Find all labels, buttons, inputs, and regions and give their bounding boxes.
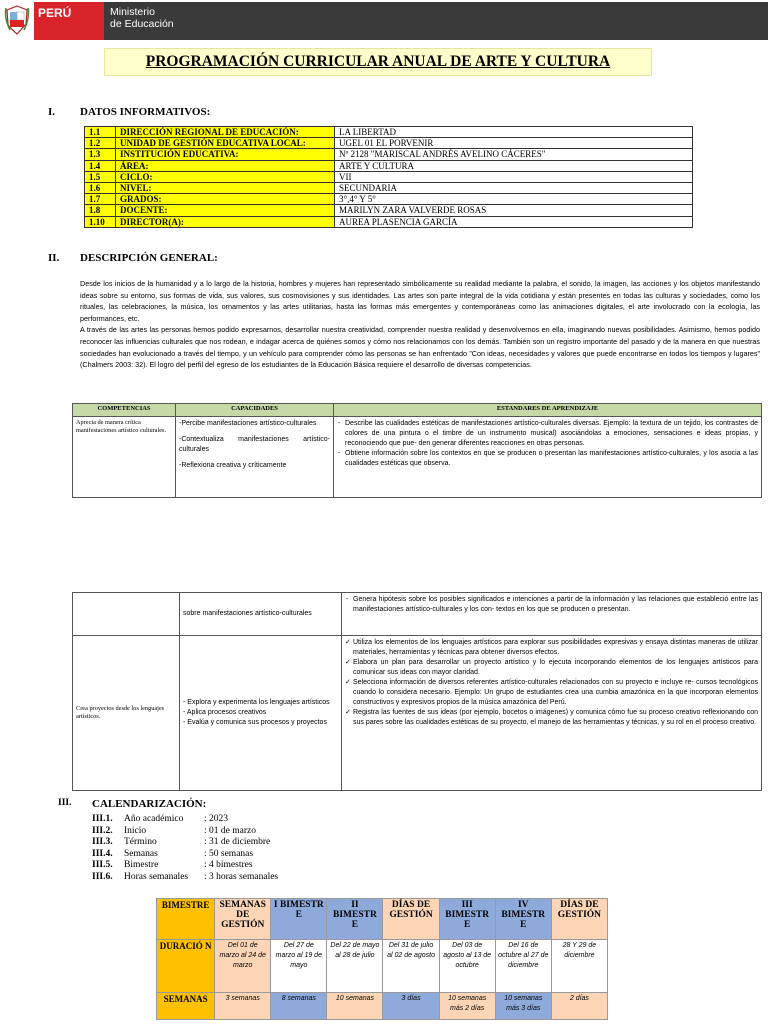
description-paragraph-1: Desde los inicios de la humanidad y a lo largo de la historia, hombres y mujeres han representado simbólicamente su realidad mediante la palabra, el sonido, la imagen, las acciones y los objetos manifestando ideas sobre su entorno, sus formas de vida, sus valores, sus cosmovisiones y sus identidades. Las artes son parte integral de la vida cotidiana y están presentes en todas las culturas y sociedades, como los rituales, las celebraciones, la música, los ornamentos y las artes utilitarias, hasta las formas más emergentes y contemporáneas como las animaciones digitales, el arte involucrado con la ecología, las performances, etc. <box>80 279 760 323</box>
calendar-item-label: Término <box>124 837 157 848</box>
header-bimestre-3: III BIMESTR E <box>439 899 495 940</box>
ministry-line2: de Educación <box>110 18 174 30</box>
calendar-item-number: III.4. <box>92 848 113 859</box>
list-item: ✓ Utiliza los elementos de los lenguajes artísticos para explorar sus posibilidades expresivas y ensaya distintas maneras de utilizar materiales, herramientas y técnicas para obtener diversos efectos. <box>353 638 758 658</box>
table-row <box>73 593 762 636</box>
competencia-cell-empty <box>73 593 180 636</box>
list-item: - Obtiene información sobre los contextos en que se producen o presentan las manifestaciones artístico-culturales, y los asocia a las cualidades estéticas que observa. <box>345 449 758 469</box>
capacidades-cell <box>180 636 342 791</box>
competencia-cell: Aprecia de manera crítica manifestaciones artístico culturales. <box>73 417 176 498</box>
info-value: Nº 2128 "MARISCAL ANDRÉS AVELINO CÁCERES" <box>335 149 693 160</box>
table-row <box>85 194 693 205</box>
schedule-header-row <box>157 899 608 940</box>
table-row <box>85 205 693 216</box>
duracion-cell: Del 03 de agosto al 13 de octubre <box>439 940 495 993</box>
info-value: ARTE Y CULTURA <box>335 160 693 171</box>
calendar-item-number: III.1. <box>92 814 113 824</box>
calendar-item-label: Semanas <box>124 848 158 859</box>
calendar-item-number: III.3. <box>92 837 113 848</box>
capacidad-item: -Contextualiza manifestaciones artístico-culturales <box>179 436 330 453</box>
calendar-item-label: Inicio <box>124 825 147 836</box>
info-label: GRADOS: <box>116 194 335 205</box>
list-item <box>92 860 278 872</box>
info-table <box>84 126 693 228</box>
duracion-cell: Del 01 de marzo al 24 de marzo <box>215 940 271 993</box>
calendar-item-value: : 4 bimestres <box>204 860 253 871</box>
capacidad-item: - Evalúa y comunica sus procesos y proyectos <box>183 719 327 726</box>
info-value: UGEL 01 EL PORVENIR <box>335 138 693 149</box>
table-row <box>73 417 762 498</box>
table-row <box>85 127 693 138</box>
duracion-cell: Del 27 de marzo al 19 de mayo <box>271 940 327 993</box>
competencies-table-continued <box>72 592 762 791</box>
calendar-item-number: III.2. <box>92 825 113 836</box>
calendar-item-label: Año académico <box>124 814 184 824</box>
info-label: INSTITUCIÓN EDUCATIVA: <box>116 149 335 160</box>
info-value: LA LIBERTAD <box>335 127 693 138</box>
estandares-list <box>345 595 758 615</box>
estandares-cell <box>342 636 762 791</box>
section3-number: III. <box>58 798 72 808</box>
calendar-item-value: : 31 de diciembre <box>204 837 271 848</box>
duracion-cell: Del 22 de mayo al 28 de julio <box>327 940 383 993</box>
header-capacidades: CAPACIDADES <box>176 404 334 417</box>
ministry-line1: Ministerio <box>110 6 155 18</box>
list-item: ✓ Registra las fuentes de sus ideas (por ejemplo, bocetos o imágenes) y comunica cómo fue su proceso creativo reflexionando con sus pares sobre las cualidades estéticas de su proyecto, el manejo de las herramientas y técnicas, y su rol en el proceso creativo. <box>353 708 758 728</box>
ministry-banner <box>104 2 768 40</box>
header-dias-gestion-2: DÍAS DE GESTIÓN <box>551 899 607 940</box>
coat-of-arms-icon <box>4 4 30 36</box>
info-number: 1.4 <box>85 160 116 171</box>
duracion-cell: 28 Y 29 de diciembre <box>551 940 607 993</box>
estandar-cont-cell <box>342 593 762 636</box>
header-bimestre: BIMESTRE <box>157 899 215 940</box>
list-item <box>92 826 278 838</box>
calendar-item-number: III.6. <box>92 871 113 882</box>
schedule-duracion-row <box>157 940 608 993</box>
info-number: 1.10 <box>85 216 116 227</box>
list-item: - Describe las cualidades estéticas de manifestaciones artístico-culturales diversas. Ejemplo: la textura de un tejido, los contrastes de colores de una pintura o el timbre de un instrumento musical) asociándolas a emociones, sensaciones e ideas propias, y reconociendo que pue- den generar diferentes reacciones en otras personas. <box>345 419 758 449</box>
info-label: CICLO: <box>116 171 335 182</box>
info-number: 1.3 <box>85 149 116 160</box>
info-label: DOCENTE: <box>116 205 335 216</box>
table-row <box>73 636 762 791</box>
list-item <box>92 849 278 861</box>
semanas-label: SEMANAS <box>157 993 215 1020</box>
info-number: 1.6 <box>85 182 116 193</box>
ministry-name <box>110 6 174 30</box>
info-value: AUREA PLASENCIA GARCÍA <box>335 216 693 227</box>
list-item: ✓ Selecciona información de diversos referentes artístico-culturales relacionados con su proyecto e incluye re- cursos tecnológicos cuando lo considera necesario. Ejemplo: Un grupo de estudiantes crea una cumbia amazónica en la que incorporan elementos constructivos y expresivos propios de la música amazónica del Perú. <box>353 678 758 708</box>
capacidad-item: - Aplica procesos creativos <box>183 709 267 716</box>
capacidad-item: -Percibe manifestaciones artístico-culturales <box>179 420 317 427</box>
header-bimestre-4: IV BIMESTR E <box>495 899 551 940</box>
calendar-item-label: Bimestre <box>124 860 159 871</box>
duracion-label: DURACIÓ N <box>157 940 215 993</box>
list-item: - Genera hipótesis sobre los posibles significados e intenciones a partir de la información y las relaciones que estableció entre las manifestaciones artístico-culturales y los con- textos en los que se producen o presentan. <box>353 595 758 615</box>
table-row <box>85 138 693 149</box>
list-item <box>92 837 278 849</box>
table-row <box>85 160 693 171</box>
capacidades-cell <box>176 417 334 498</box>
document-title: PROGRAMACIÓN CURRICULAR ANUAL DE ARTE Y CULTURA <box>145 53 611 70</box>
semanas-cell: 3 días <box>383 993 439 1020</box>
info-label: DIRECTOR(A): <box>116 216 335 227</box>
calendar-list <box>92 814 278 884</box>
info-label: ÁREA: <box>116 160 335 171</box>
header-bimestre-2: II BIMESTR E <box>327 899 383 940</box>
table-row <box>85 216 693 227</box>
duracion-cell: Del 16 de octubre al 27 de diciembre <box>495 940 551 993</box>
section2-number: II. <box>48 252 60 264</box>
description-text <box>80 278 760 371</box>
header-dias-gestion-1: DÍAS DE GESTIÓN <box>383 899 439 940</box>
calendar-item-label: Horas semanales <box>124 871 189 882</box>
calendar-item-value: : 50 semanas <box>204 848 254 859</box>
competencia-cell: Crea proyectos desde los lenguajes artísticos. <box>73 636 180 791</box>
table-row <box>85 182 693 193</box>
section3-title: CALENDARIZACIÓN: <box>92 798 207 810</box>
info-number: 1.2 <box>85 138 116 149</box>
calendar-item-number: III.5. <box>92 860 113 871</box>
peru-logo-text: PERÚ <box>38 6 72 20</box>
calendar-item-value: : 01 de marzo <box>204 825 256 836</box>
competencies-table <box>72 403 762 498</box>
capacidad-item: - Explora y experimenta los lenguajes artísticos <box>183 699 330 706</box>
semanas-cell: 10 semanas <box>327 993 383 1020</box>
schedule-semanas-row <box>157 993 608 1020</box>
calendar-item-value: : 3 horas semanales <box>204 871 279 882</box>
header-bimestre-1: I BIMESTR E <box>271 899 327 940</box>
info-value: VII <box>335 171 693 182</box>
section1-title: DATOS INFORMATIVOS: <box>80 106 211 118</box>
description-paragraph-2: A través de las artes las personas hemos podido expresarnos, desarrollar nuestra creatividad, comprender nuestra realidad y desenvolvernos en ella, imaginando nuevas posibilidades. Asimismo, hemos podido reconocer las influencias culturales que nos rodean, e indagar acerca de quiénes somos y cómo nos relacionamos con los demás. También son un registro importante del pasado y de la manera en que nuestras sociedades han evolucionado a través del tiempo, y un vehículo para comprender cómo las personas se han enfrentado "Con ideas, necesidades y valores que puede encontrarse en todos los tiempos y lugares" (Chalmers 2003: 32). El logro del perfil del egreso de los estudiantes de la Educación Básica requiere el desarrollo de diversas competencias. <box>80 325 760 370</box>
semanas-cell: 8 semanas <box>271 993 327 1020</box>
list-item <box>92 814 278 826</box>
header-competencias: COMPETENCIAS <box>73 404 176 417</box>
info-number: 1.1 <box>85 127 116 138</box>
list-item <box>92 872 278 884</box>
header-semanas-gestion: SEMANAS DE GESTIÓN <box>215 899 271 940</box>
list-item: ✓ Elabora un plan para desarrollar un proyecto artístico y lo ejecuta incorporando elementos de los lenguajes artísticos para comunicar sus ideas con mayor claridad. <box>353 658 758 678</box>
info-number: 1.8 <box>85 205 116 216</box>
info-value: MARILYN ZARA VALVERDE ROSAS <box>335 205 693 216</box>
calendar-item-value: : 2023 <box>204 814 229 824</box>
document-title-box <box>104 48 652 76</box>
info-value: SECUNDARIA <box>335 182 693 193</box>
estandares-list <box>337 419 758 469</box>
section1-number: I. <box>48 106 56 118</box>
estandares-list <box>345 638 758 728</box>
semanas-cell: 10 semanas más 2 días <box>439 993 495 1020</box>
table-row <box>85 171 693 182</box>
capacidad-item: -Reflexiona creativa y críticamente <box>179 462 287 469</box>
info-label: UNIDAD DE GESTIÓN EDUCATIVA LOCAL: <box>116 138 335 149</box>
info-value: 3°,4° Y 5° <box>335 194 693 205</box>
info-number: 1.7 <box>85 194 116 205</box>
semanas-cell: 2 días <box>551 993 607 1020</box>
competencies-header-row <box>73 404 762 417</box>
capacidad-cont-cell: sobre manifestaciones artístico-culturales <box>180 593 342 636</box>
semanas-cell: 3 semanas <box>215 993 271 1020</box>
duracion-cell: Del 31 de julio al 02 de agosto <box>383 940 439 993</box>
semanas-cell: 10 semanas más 3 días <box>495 993 551 1020</box>
estandares-cell <box>334 417 762 498</box>
schedule-table <box>156 898 608 1020</box>
header-estandares: ESTANDARES DE APRENDIZAJE <box>334 404 762 417</box>
section2-title: DESCRIPCIÓN GENERAL: <box>80 252 218 264</box>
info-label: DIRECCIÓN REGIONAL DE EDUCACIÓN: <box>116 127 335 138</box>
info-number: 1.5 <box>85 171 116 182</box>
info-label: NIVEL: <box>116 182 335 193</box>
table-row <box>85 149 693 160</box>
